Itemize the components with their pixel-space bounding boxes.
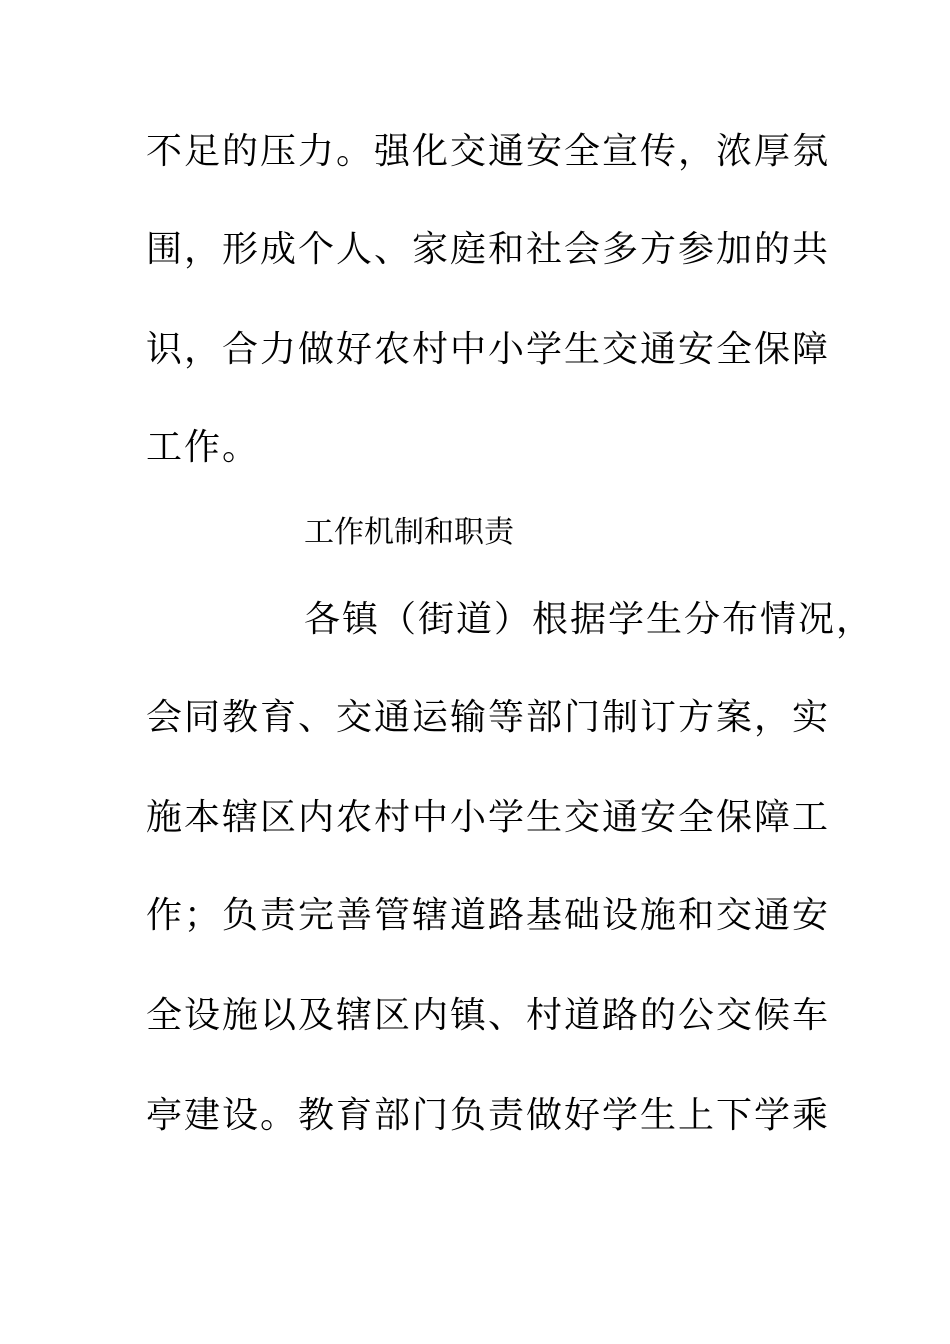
section-heading: 工作机制和职责 xyxy=(304,515,514,550)
paragraph-line: 围，形成个人、家庭和社会多方参加的共 xyxy=(146,229,831,270)
paragraph-line: 识，合力做好农村中小学生交通安全保障 xyxy=(146,329,831,370)
paragraph-line: 作；负责完善管辖道路基础设施和交通安 xyxy=(146,895,831,936)
paragraph-line: 不足的压力。强化交通安全宣传，浓厚氛 xyxy=(146,131,831,172)
paragraph-line: 亭建设。教育部门负责做好学生上下学乘 xyxy=(146,1095,831,1136)
paragraph-line: 各镇（街道）根据学生分布情况， xyxy=(304,599,875,640)
paragraph-line: 全设施以及辖区内镇、村道路的公交候车 xyxy=(146,995,831,1036)
paragraph-line: 施本辖区内农村中小学生交通安全保障工 xyxy=(146,797,831,838)
paragraph-line: 工作。 xyxy=(146,427,261,468)
paragraph-line: 会同教育、交通运输等部门制订方案，实 xyxy=(146,697,831,738)
